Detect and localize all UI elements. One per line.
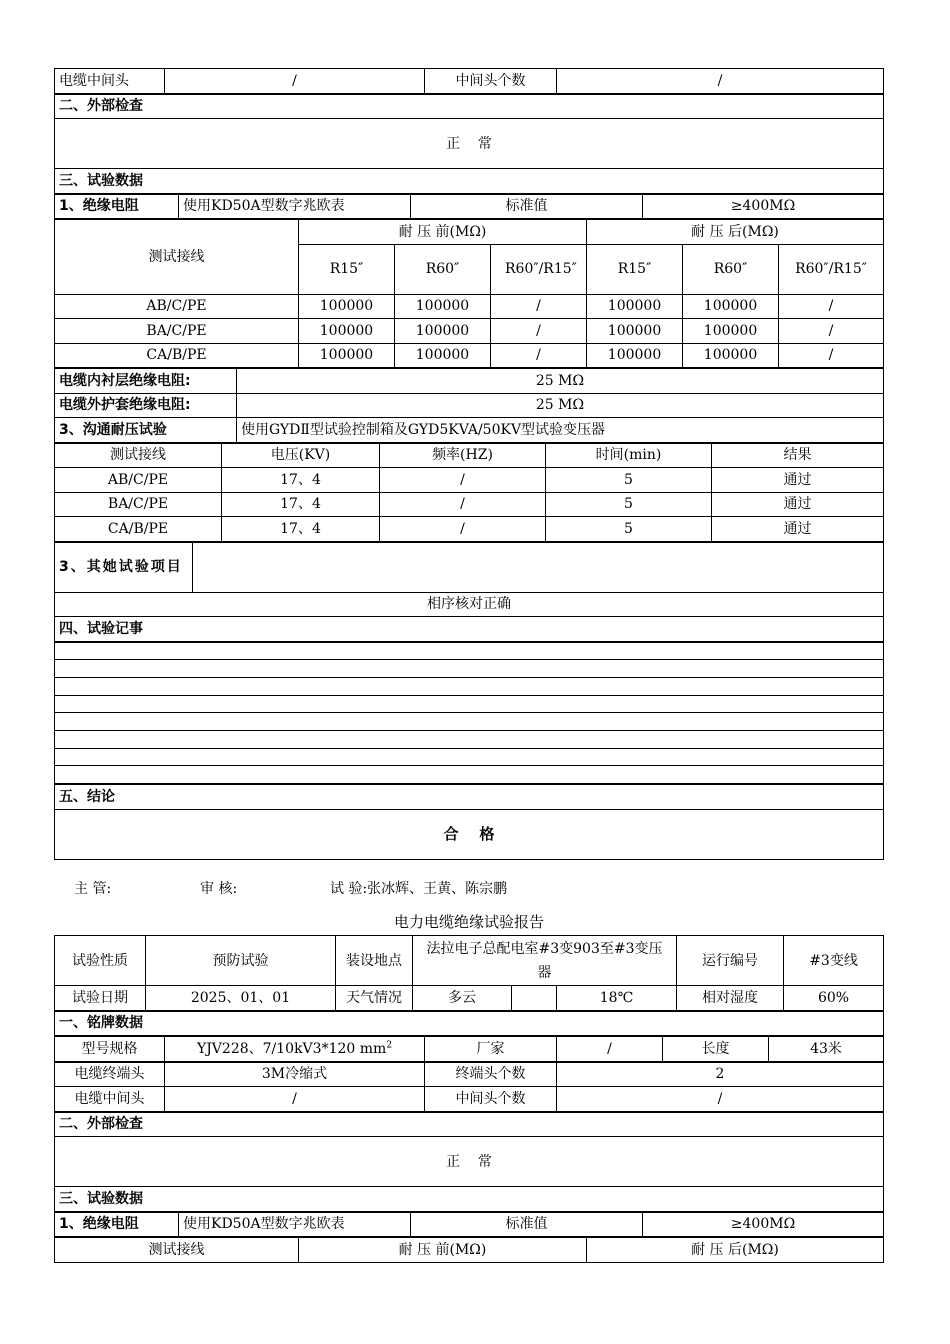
top-ins-header <box>54 194 884 220</box>
inner-value: 25 MΩ <box>237 369 884 394</box>
hv-cell: / <box>380 468 546 493</box>
note-line <box>55 642 884 660</box>
ins-cell: 100000 <box>299 319 395 344</box>
ins-cell: 100000 <box>587 294 683 319</box>
ins-cell: / <box>779 343 884 368</box>
sec2-title: 二、外部检查 <box>55 94 884 119</box>
note-line <box>55 730 884 748</box>
bottom-external-table <box>54 1112 884 1212</box>
ins-cell: 100000 <box>587 319 683 344</box>
note-line <box>55 677 884 695</box>
ins-cell: CA/B/PE <box>55 343 299 368</box>
sheath-table <box>54 368 884 443</box>
hv-cell: 17、4 <box>222 468 380 493</box>
hv-title: 3、沟通耐压试验 <box>55 418 237 443</box>
model-label: 型号规格 <box>55 1037 165 1062</box>
external-result: 正 常 <box>55 119 884 169</box>
other-test-table <box>54 542 884 642</box>
hv-cell: 通过 <box>712 492 884 517</box>
hum-label: 相对湿度 <box>677 986 784 1011</box>
tester-label: 试 验:张冰辉、王黄、陈宗鹏 <box>330 881 508 897</box>
insulation-table <box>54 219 884 368</box>
ins-method-b: 使用KD50A型数字兆欧表 <box>179 1212 411 1237</box>
hv-table <box>54 443 884 542</box>
ins-cell: / <box>491 343 587 368</box>
bottom-report <box>54 935 884 1263</box>
model-table <box>54 1036 884 1062</box>
joint-count-value-b: / <box>557 1087 884 1112</box>
hv-method: 使用GYDⅡ型试验控制箱及GYD5KVA/50KV型试验变压器 <box>237 418 884 443</box>
ins-col-after: 耐 压 后(MΩ) <box>587 220 884 245</box>
table-row <box>55 319 884 344</box>
nature-label: 试验性质 <box>55 936 146 986</box>
sec3-title: 三、试验数据 <box>55 169 884 194</box>
other-result: 相序核对正确 <box>55 592 884 617</box>
ins-cell: AB/C/PE <box>55 294 299 319</box>
notes-table <box>54 642 884 785</box>
term-count-label: 终端头个数 <box>425 1062 557 1087</box>
info-table <box>54 935 884 1011</box>
nature-value: 预防试验 <box>146 936 336 986</box>
std-value-b: ≥400MΩ <box>643 1212 884 1237</box>
model-value-cell <box>165 1037 425 1062</box>
joint-count-label: 中间头个数 <box>425 69 557 94</box>
table-row <box>55 468 884 493</box>
inner-label: 电缆内衬层绝缘电阻: <box>55 369 237 394</box>
nameplate-title-table <box>54 1011 884 1037</box>
sec5-title: 五、结论 <box>55 785 884 810</box>
temp-label-cell <box>512 986 557 1011</box>
site-value: 法拉电子总配电室#3变903至#3变压器 <box>413 936 677 986</box>
hv-cell: 17、4 <box>222 492 380 517</box>
term-label: 电缆终端头 <box>55 1062 165 1087</box>
hv-cell: 通过 <box>712 468 884 493</box>
hv-col-time: 时间(min) <box>546 443 712 468</box>
term-value: 3M冷缩式 <box>165 1062 425 1087</box>
sec1-title: 一、铭牌数据 <box>55 1011 884 1036</box>
top-external-table <box>54 94 884 194</box>
note-line <box>55 695 884 713</box>
hv-col-freq: 频率(HZ) <box>380 443 546 468</box>
hv-cell: AB/C/PE <box>55 468 222 493</box>
ins-cell: BA/C/PE <box>55 319 299 344</box>
joint-value-b: / <box>165 1087 425 1112</box>
ins-col-r15: R15″ <box>299 244 395 294</box>
weather-value: 多云 <box>413 986 512 1011</box>
conclusion-table <box>54 784 884 860</box>
ins-col-r60: R60″ <box>395 244 491 294</box>
ins-method: 使用KD50A型数字兆欧表 <box>179 194 411 219</box>
hv-cell: CA/B/PE <box>55 517 222 542</box>
length-label: 长度 <box>663 1037 769 1062</box>
hv-cell: 5 <box>546 492 712 517</box>
ins-col-wiring-b: 测试接线 <box>55 1238 299 1263</box>
model-sup: 2 <box>386 1040 393 1051</box>
ins-cell: 100000 <box>395 319 491 344</box>
ins-cell: / <box>491 294 587 319</box>
term-count-value: 2 <box>557 1062 884 1087</box>
joint-count-label-b: 中间头个数 <box>425 1087 557 1112</box>
hv-cell: BA/C/PE <box>55 492 222 517</box>
std-label: 标准值 <box>411 194 643 219</box>
model-value: YJV228、7/10kV3*120 mm <box>196 1040 387 1057</box>
run-label: 运行编号 <box>677 936 784 986</box>
table-row <box>55 294 884 319</box>
table-row <box>55 343 884 368</box>
ins-cell: 100000 <box>683 294 779 319</box>
temp-label <box>512 988 557 1008</box>
ins-cell: 100000 <box>299 294 395 319</box>
other-title: 3、其她试验项目 <box>55 542 193 592</box>
ins-col-ratio-after: R60″/R15″ <box>779 244 884 294</box>
sec2-title-b: 二、外部检查 <box>55 1112 884 1137</box>
top-joint-table <box>54 68 884 94</box>
hv-cell: 5 <box>546 517 712 542</box>
hv-col-wiring: 测试接线 <box>55 443 222 468</box>
sec4-title: 四、试验记事 <box>55 617 884 642</box>
top-report <box>54 68 884 860</box>
note-line <box>55 660 884 678</box>
std-label-b: 标准值 <box>411 1212 643 1237</box>
hum-value: 60% <box>784 986 884 1011</box>
hv-col-result: 结果 <box>712 443 884 468</box>
reviewer-label: 审 核: <box>200 881 238 897</box>
note-line <box>55 713 884 731</box>
conclusion: 合 格 <box>55 809 884 859</box>
site-label: 装设地点 <box>336 936 413 986</box>
maker-label: 厂家 <box>425 1037 557 1062</box>
ins-col-ratio: R60″/R15″ <box>491 244 587 294</box>
run-value: #3变线 <box>784 936 884 986</box>
report-title: 电力电缆绝缘试验报告 <box>393 913 544 931</box>
note-line <box>55 766 884 784</box>
other-blank <box>193 542 884 592</box>
ins-title-b: 1、绝缘电阻 <box>55 1212 179 1237</box>
hv-col-voltage: 电压(KV) <box>222 443 380 468</box>
date-label: 试验日期 <box>55 986 146 1011</box>
weather-label: 天气情况 <box>336 986 413 1011</box>
ins-col-after-b: 耐 压 后(MΩ) <box>587 1238 884 1263</box>
hv-cell: 5 <box>546 468 712 493</box>
terminal-table <box>54 1062 884 1112</box>
ins-cell: 100000 <box>395 343 491 368</box>
ins-col-before-b: 耐 压 前(MΩ) <box>299 1238 587 1263</box>
joint-label: 电缆中间头 <box>55 69 165 94</box>
hv-cell: / <box>380 517 546 542</box>
joint-label-b: 电缆中间头 <box>55 1087 165 1112</box>
length-value: 43米 <box>769 1037 884 1062</box>
ins-title: 1、绝缘电阻 <box>55 194 179 219</box>
joint-value: / <box>165 69 425 94</box>
external-result-b: 正 常 <box>55 1137 884 1187</box>
outer-value: 25 MΩ <box>237 393 884 418</box>
temp-value: 18℃ <box>557 986 677 1011</box>
hv-cell: 通过 <box>712 517 884 542</box>
table-row <box>55 492 884 517</box>
sec3-title-b: 三、试验数据 <box>55 1187 884 1212</box>
std-value: ≥400MΩ <box>643 194 884 219</box>
ins-cell: 100000 <box>299 343 395 368</box>
hv-cell: / <box>380 492 546 517</box>
hv-cell: 17、4 <box>222 517 380 542</box>
ins-cell: 100000 <box>587 343 683 368</box>
note-line <box>55 748 884 766</box>
maker-value: / <box>557 1037 663 1062</box>
ins-cell: / <box>491 319 587 344</box>
ins-col-before: 耐 压 前(MΩ) <box>299 220 587 245</box>
ins-col-wiring: 测试接线 <box>55 220 299 295</box>
ins-cell: 100000 <box>395 294 491 319</box>
ins-cell: 100000 <box>683 319 779 344</box>
ins-col-r15-after: R15″ <box>587 244 683 294</box>
date-value: 2025、01、01 <box>146 986 336 1011</box>
ins-cell: 100000 <box>683 343 779 368</box>
joint-count-value: / <box>557 69 884 94</box>
table-row <box>55 517 884 542</box>
supervisor-label: 主 管: <box>74 881 112 897</box>
bottom-ins-cols <box>54 1237 884 1263</box>
ins-cell: / <box>779 294 884 319</box>
ins-cell: / <box>779 319 884 344</box>
ins-col-r60-after: R60″ <box>683 244 779 294</box>
outer-label: 电缆外护套绝缘电阻: <box>55 393 237 418</box>
bottom-ins-header <box>54 1212 884 1238</box>
